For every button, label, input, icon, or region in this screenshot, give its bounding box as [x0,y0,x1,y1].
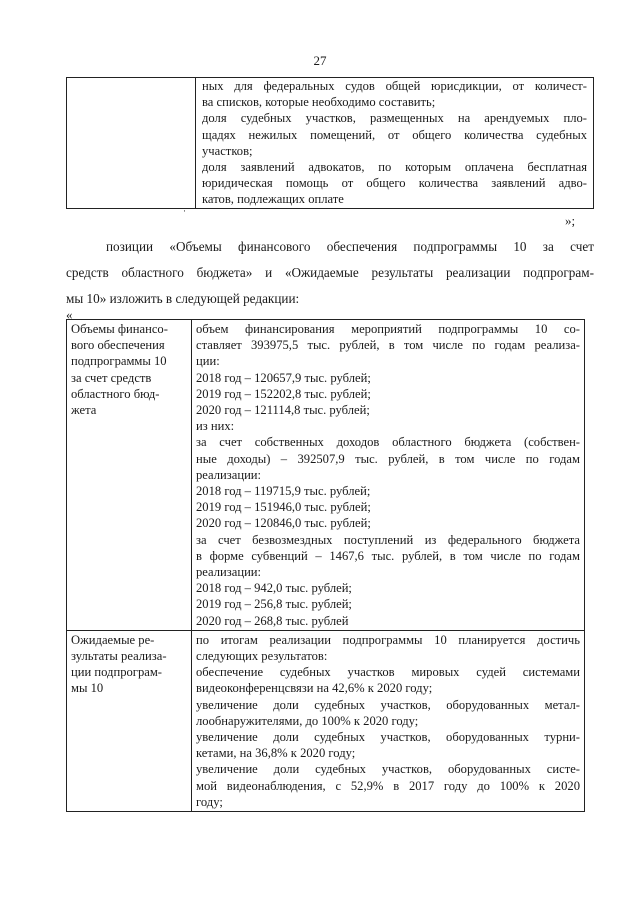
page-number: 27 [313,53,327,68]
text-line: году; [196,794,223,809]
paragraph-line-2: средств областного бюджета» и «Ожидаемые результаты реализации подпрограм- [66,265,594,280]
continued-indicators-table [66,77,594,209]
table-cell-indicators [196,78,594,209]
open-quote: « [66,307,73,322]
stray-mark: · [183,206,186,216]
text-line: за счет собственных доходов областного бюджета (собствен- [196,435,580,450]
text-line: 2018 год – 942,0 тыс. рублей; [196,581,352,596]
text-line: по итогам реализации подпрограммы 10 планируется достичь [196,632,580,647]
text-line: 2018 год – 119715,9 тыс. рублей; [196,484,371,499]
table-row-results [67,630,585,811]
label-line: зультаты реализа- [71,649,167,664]
text-line: юридическая помощь от общего количества заявлений адво- [202,176,587,191]
text-line: 2020 год – 120846,0 тыс. рублей; [196,516,371,531]
text-line: 2020 год – 121114,8 тыс. рублей; [196,403,370,418]
text-line: увеличение доли судебных участков, оборудованных метал- [196,697,580,712]
text-line: объем финансирования мероприятий подпрограммы 10 со- [196,322,580,336]
row-content-results [192,630,585,811]
text-line: участков; [202,143,253,158]
row-label-results [67,630,192,811]
text-line: за счет безвозмездных поступлений из федерального бюджета [196,532,580,547]
label-line: за счет средств [71,370,152,385]
row-label-financing [67,320,192,631]
text-line: в форме субвенций – 1467,6 тыс. рублей, в том числе по годам [196,548,580,563]
text-line: ставляет 393975,5 тыс. рублей, в том числе по годам реализа- [196,338,580,353]
text-line: 2019 год – 152202,8 тыс. рублей; [196,386,371,401]
text-line: увеличение доли судебных участков, оборудованных систе- [196,762,580,777]
text-line: 2019 год – 151946,0 тыс. рублей; [196,500,371,515]
text-line: ные доходы) – 392507,9 тыс. рублей, в том числе по годам [196,451,580,466]
table-row [67,78,594,209]
label-line: ции подпрограм- [71,665,162,680]
label-line: мы 10 [71,681,104,696]
text-line: из них: [196,419,235,434]
text-line: катов, подлежащих оплате [202,192,344,207]
closing-quote: »; [565,213,576,228]
text-line: кетами, на 36,8% к 2020 году; [196,746,356,761]
text-line: ции: [196,354,220,369]
label-line: Ожидаемые ре- [71,632,155,647]
text-line: ва списков, которые необходимо составить; [202,95,436,110]
paragraph-line-3: мы 10» изложить в следующей редакции: [66,291,300,306]
text-line: 2018 год – 120657,9 тыс. рублей; [196,370,371,385]
label-line: Объемы финансо- [71,322,168,336]
text-line: увеличение доли судебных участков, оборудованных турни- [196,730,580,745]
label-line: жета [71,403,97,418]
text-line: щадях нежилых помещений, от общего количества судебных [202,127,587,142]
text-line: доля судебных участков, размещенных на арендуемых пло- [202,111,587,126]
text-line: следующих результатов: [196,649,328,664]
paragraph-line-1: позиции «Объемы финансового обеспечения подпрограммы 10 за счет [106,239,594,254]
text-line: видеоконференцсвязи на 42,6% к 2020 году; [196,681,433,696]
text-line: реализации: [196,467,262,482]
text-line: 2020 год – 268,8 тыс. рублей [196,613,349,628]
text-line: доля заявлений адвокатов, по которым оплачена бесплатная [202,160,587,175]
financing-results-table [66,319,585,812]
table-row-financing [67,320,585,631]
row-content-financing [192,320,585,631]
label-line: подпрограммы 10 [71,354,167,369]
text-line: реализации: [196,565,262,580]
label-line: вого обеспечения [71,338,165,353]
label-line: областного бюд- [71,386,160,401]
text-line: ных для федеральных судов общей юрисдикции, от количест- [202,79,587,93]
text-line: 2019 год – 256,8 тыс. рублей; [196,597,352,612]
text-line: обеспечение судебных участков мировых судей системами [196,665,580,680]
table-cell-left-empty [67,78,196,209]
text-line: лообнаружителями, до 100% к 2020 году; [196,713,419,728]
text-line: мой видеонаблюдения, с 52,9% в 2017 году до 100% к 2020 [196,778,580,793]
